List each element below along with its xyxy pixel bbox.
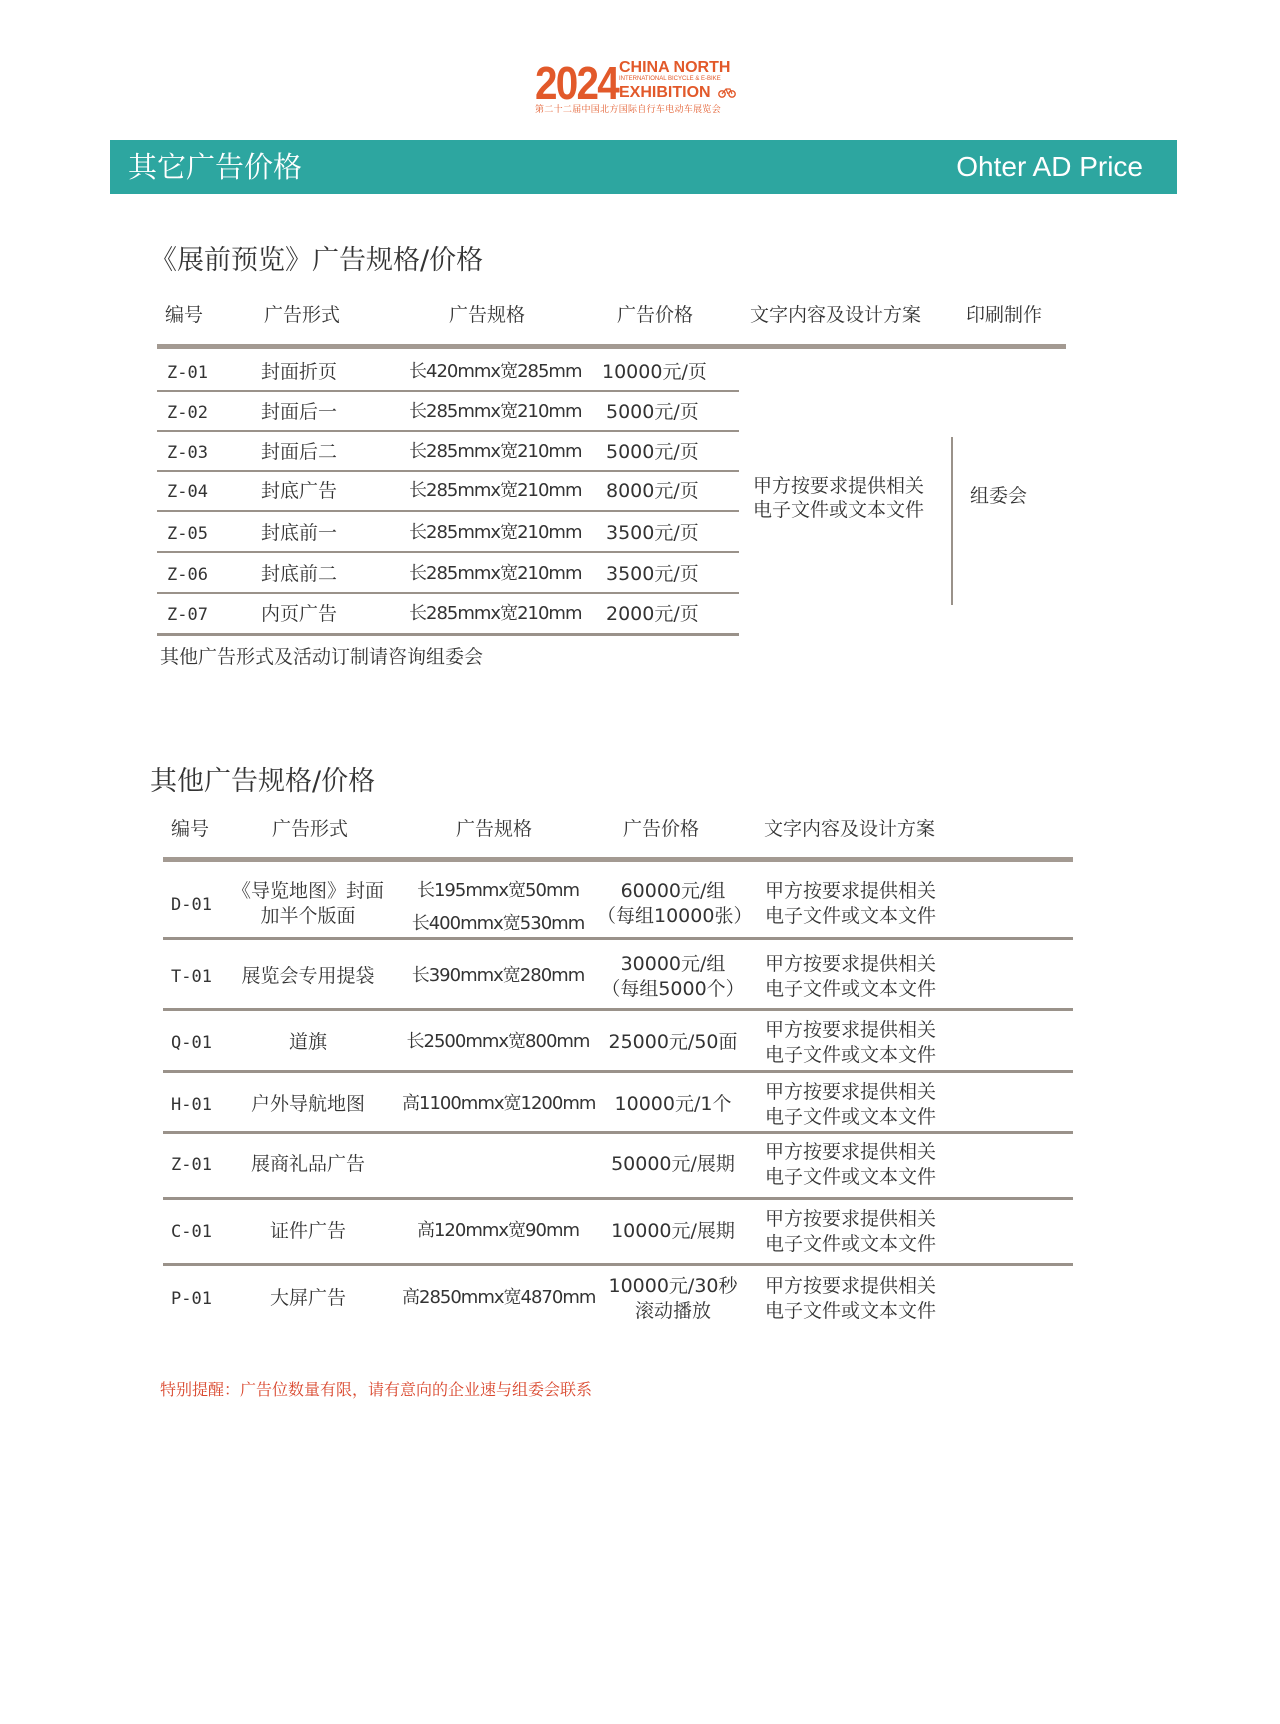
row-design-line2: 电子文件或文本文件 xyxy=(765,1106,937,1128)
s2-header-spec: 广告规格 xyxy=(456,818,533,840)
row-divider xyxy=(163,1263,1073,1266)
logo-line-4: 第二十二届中国北方国际自行车电动车展览会 xyxy=(535,105,722,115)
logo-line-3: EXHIBITION xyxy=(619,84,711,101)
row-code: Z-02 xyxy=(167,403,208,423)
s1-design-line1: 甲方按要求提供相关 xyxy=(753,475,925,497)
row-form: 封底广告 xyxy=(261,480,338,502)
section2-title: 其他广告规格/价格 xyxy=(150,766,376,797)
row-spec: 长285mmx宽210mm xyxy=(409,441,582,462)
s1-footnote: 其他广告形式及活动订制请咨询组委会 xyxy=(160,646,484,668)
row-divider xyxy=(157,470,739,472)
row-price-line2: 滚动播放 xyxy=(634,1300,711,1322)
exhibition-logo xyxy=(535,58,745,118)
row-divider xyxy=(157,633,739,636)
row-spec-line2: 长400mmx宽530mm xyxy=(411,913,585,934)
row-price-line1: 25000元/50面 xyxy=(608,1031,738,1053)
s2-header-code: 编号 xyxy=(171,818,210,840)
row-form-line1: 证件广告 xyxy=(269,1220,346,1242)
row-price-line2: （每组10000张） xyxy=(597,905,753,927)
row-form-line1: 展商礼品广告 xyxy=(250,1153,365,1175)
logo-line-2: INTERNATIONAL BICYCLE & E-BIKE xyxy=(619,76,721,82)
row-divider xyxy=(163,1197,1073,1200)
banner-title-cn: 其它广告价格 xyxy=(128,150,303,184)
row-design-line2: 电子文件或文本文件 xyxy=(765,1300,937,1322)
row-code: Z-05 xyxy=(167,524,208,544)
row-code: D-01 xyxy=(171,895,212,915)
row-spec: 长285mmx宽210mm xyxy=(409,563,582,584)
row-spec: 长420mmx宽285mm xyxy=(409,361,582,382)
row-design-line1: 甲方按要求提供相关 xyxy=(765,1208,937,1230)
row-spec: 长285mmx宽210mm xyxy=(409,522,582,543)
row-spec: 长285mmx宽210mm xyxy=(409,480,582,501)
s1-header-code: 编号 xyxy=(165,304,204,326)
logo-year: 2024 xyxy=(535,57,619,109)
row-divider xyxy=(157,551,739,553)
row-form-line1: 户外导航地图 xyxy=(250,1093,365,1115)
row-price-line1: 10000元/1个 xyxy=(614,1093,732,1115)
row-divider xyxy=(157,510,739,512)
row-form-line1: 展览会专用提袋 xyxy=(241,965,375,987)
row-divider xyxy=(163,937,1073,940)
section-banner xyxy=(110,140,1177,194)
s2-header-design: 文字内容及设计方案 xyxy=(764,818,936,840)
logo-line-1: CHINA NORTH xyxy=(619,59,731,76)
row-design-line2: 电子文件或文本文件 xyxy=(765,905,937,927)
row-form: 封面后一 xyxy=(261,401,338,423)
row-price: 2000元/页 xyxy=(606,603,699,625)
row-form-line1: 道旗 xyxy=(288,1031,327,1053)
row-price: 5000元/页 xyxy=(606,401,699,423)
row-design-line2: 电子文件或文本文件 xyxy=(765,1044,937,1066)
row-design-line1: 甲方按要求提供相关 xyxy=(765,1275,937,1297)
row-code: Z-01 xyxy=(171,1155,212,1175)
row-divider xyxy=(163,1070,1073,1073)
s1-header-spec: 广告规格 xyxy=(449,304,526,326)
row-design-line2: 电子文件或文本文件 xyxy=(765,978,937,1000)
row-code: P-01 xyxy=(171,1289,212,1309)
row-design-line2: 电子文件或文本文件 xyxy=(765,1233,937,1255)
row-form: 封底前二 xyxy=(261,563,338,585)
row-design-line1: 甲方按要求提供相关 xyxy=(765,1081,937,1103)
row-form-line1: 大屏广告 xyxy=(269,1287,346,1309)
row-code: Z-06 xyxy=(167,565,208,585)
row-divider xyxy=(157,390,739,392)
row-code: Z-07 xyxy=(167,605,208,625)
s1-printing: 组委会 xyxy=(970,485,1028,507)
s1-column-divider xyxy=(951,437,953,605)
row-divider xyxy=(163,1131,1073,1134)
row-price-line2: （每组5000个） xyxy=(601,978,745,1000)
row-divider xyxy=(157,592,739,594)
row-spec-line1: 高120mmx宽90mm xyxy=(416,1220,580,1241)
row-form-line2: 加半个版面 xyxy=(260,905,356,927)
special-reminder: 特别提醒：广告位数量有限，请有意向的企业速与组委会联系 xyxy=(160,1380,593,1399)
bicycle-icon xyxy=(718,86,736,98)
s2-header-form: 广告形式 xyxy=(272,818,349,840)
row-spec-line1: 高2850mmx宽4870mm xyxy=(402,1287,596,1308)
row-code: Z-01 xyxy=(167,363,208,383)
s1-header-design: 文字内容及设计方案 xyxy=(750,304,922,326)
row-form-line1: 《导览地图》封面 xyxy=(231,880,384,902)
row-design-line1: 甲方按要求提供相关 xyxy=(765,880,937,902)
row-spec: 长285mmx宽210mm xyxy=(409,603,582,624)
row-code: T-01 xyxy=(171,967,212,987)
row-code: Z-04 xyxy=(167,482,208,502)
row-form: 封面折页 xyxy=(261,361,338,383)
row-divider xyxy=(157,430,739,432)
row-price-line1: 30000元/组 xyxy=(620,953,726,975)
row-price-line1: 50000元/展期 xyxy=(611,1153,735,1175)
row-price: 10000元/页 xyxy=(602,361,707,383)
row-price-line1: 10000元/展期 xyxy=(611,1220,735,1242)
row-price-line1: 10000元/30秒 xyxy=(608,1275,738,1297)
row-spec-line1: 高1100mmx宽1200mm xyxy=(402,1093,596,1114)
section1-title: 《展前预览》广告规格/价格 xyxy=(150,245,484,276)
row-code: Q-01 xyxy=(171,1033,212,1053)
row-spec: 长285mmx宽210mm xyxy=(409,401,582,422)
row-form: 内页广告 xyxy=(261,603,338,625)
row-spec-line1: 长195mmx宽50mm xyxy=(416,880,580,901)
row-price: 8000元/页 xyxy=(606,480,699,502)
row-spec-line1: 长390mmx宽280mm xyxy=(411,965,585,986)
s1-header-price: 广告价格 xyxy=(617,304,694,326)
row-price-line1: 60000元/组 xyxy=(620,880,726,902)
row-design-line2: 电子文件或文本文件 xyxy=(765,1166,937,1188)
s1-header-printing: 印刷制作 xyxy=(966,304,1043,326)
row-code: C-01 xyxy=(171,1222,212,1242)
s1-header-rule xyxy=(157,344,1066,349)
s1-header-form: 广告形式 xyxy=(264,304,341,326)
s1-design-line2: 电子文件或文本文件 xyxy=(753,499,925,521)
row-form: 封底前一 xyxy=(261,522,338,544)
row-design-line1: 甲方按要求提供相关 xyxy=(765,1141,937,1163)
s2-header-rule xyxy=(163,857,1073,862)
row-code: H-01 xyxy=(171,1095,212,1115)
row-form: 封面后二 xyxy=(261,441,338,463)
s2-header-price: 广告价格 xyxy=(623,818,700,840)
row-price: 3500元/页 xyxy=(606,563,699,585)
row-code: Z-03 xyxy=(167,443,208,463)
banner-title-en: Ohter AD Price xyxy=(956,151,1143,182)
row-price: 3500元/页 xyxy=(606,522,699,544)
row-design-line1: 甲方按要求提供相关 xyxy=(765,1019,937,1041)
row-divider xyxy=(163,1008,1073,1011)
row-price: 5000元/页 xyxy=(606,441,699,463)
row-spec-line1: 长2500mmx宽800mm xyxy=(406,1031,590,1052)
row-design-line1: 甲方按要求提供相关 xyxy=(765,953,937,975)
